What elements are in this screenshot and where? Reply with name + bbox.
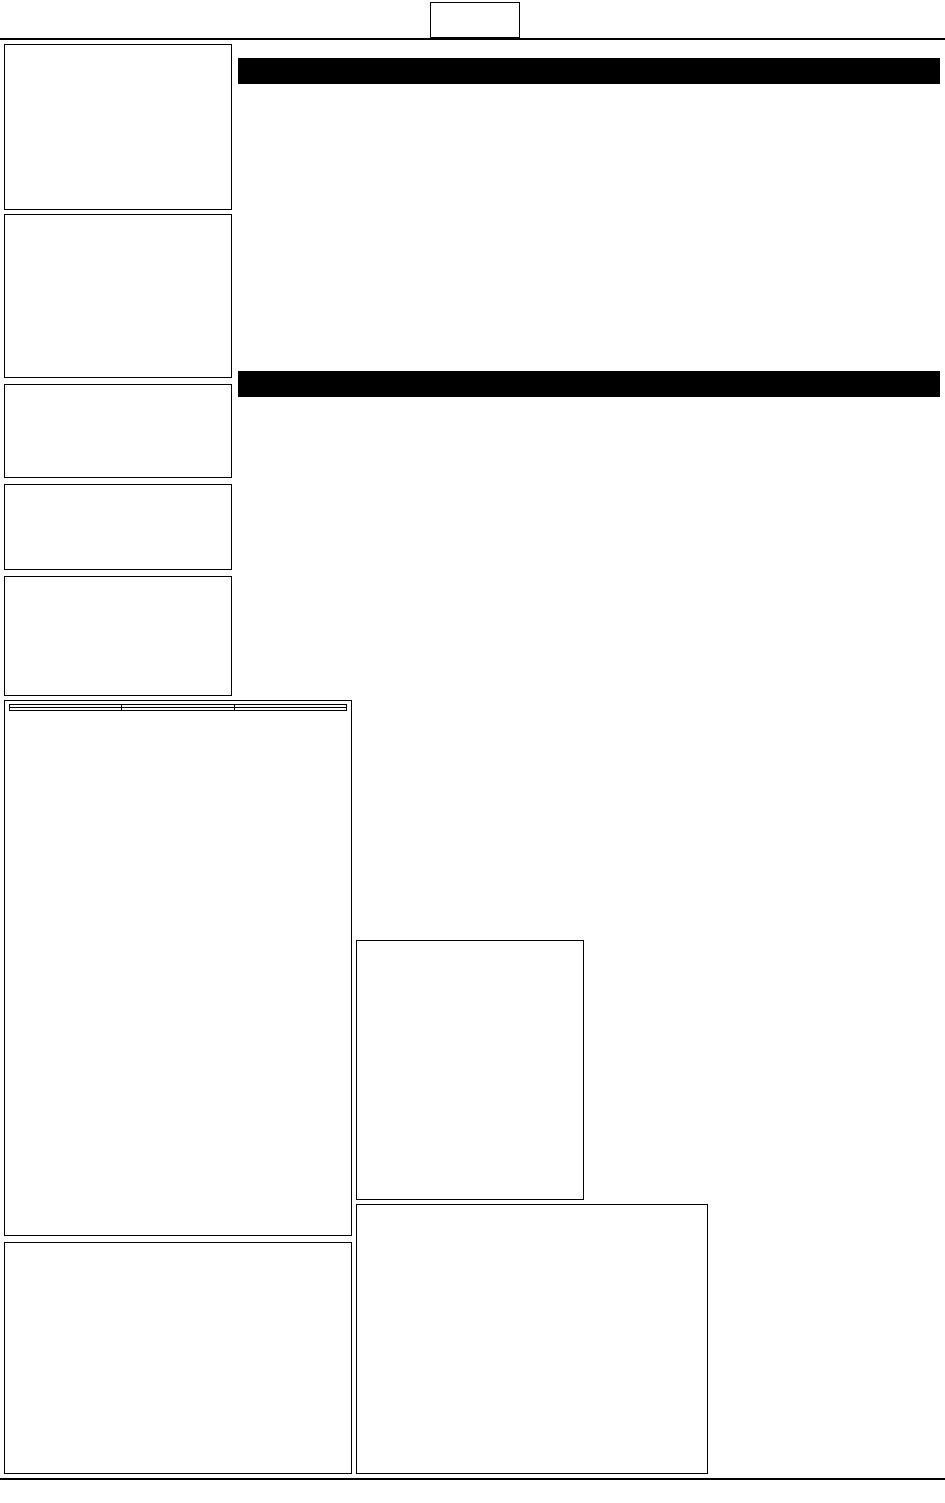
imprint-footer [0, 1478, 945, 1503]
white-knight-corps-story [356, 940, 584, 1200]
table-cell [234, 708, 346, 711]
masthead [0, 0, 945, 40]
public-notice-contractor-card [4, 484, 232, 570]
soil-conservation-tender [4, 1242, 352, 1474]
public-notice-name-change [4, 384, 232, 478]
public-notice-birth-2 [4, 214, 232, 378]
public-notice-birth-1 [4, 44, 232, 210]
newspaper-logo [430, 2, 520, 38]
story-body [360, 948, 580, 1144]
table-cell [122, 708, 234, 711]
electric-division-tender [4, 700, 352, 1236]
table-cell [10, 708, 122, 711]
skuast-tender [356, 1204, 708, 1474]
tender-work-table [9, 704, 347, 711]
continuation-banner-page3 [238, 371, 940, 397]
continuation-banner-page1 [238, 58, 940, 84]
public-notice-lost-wallet [4, 576, 232, 696]
